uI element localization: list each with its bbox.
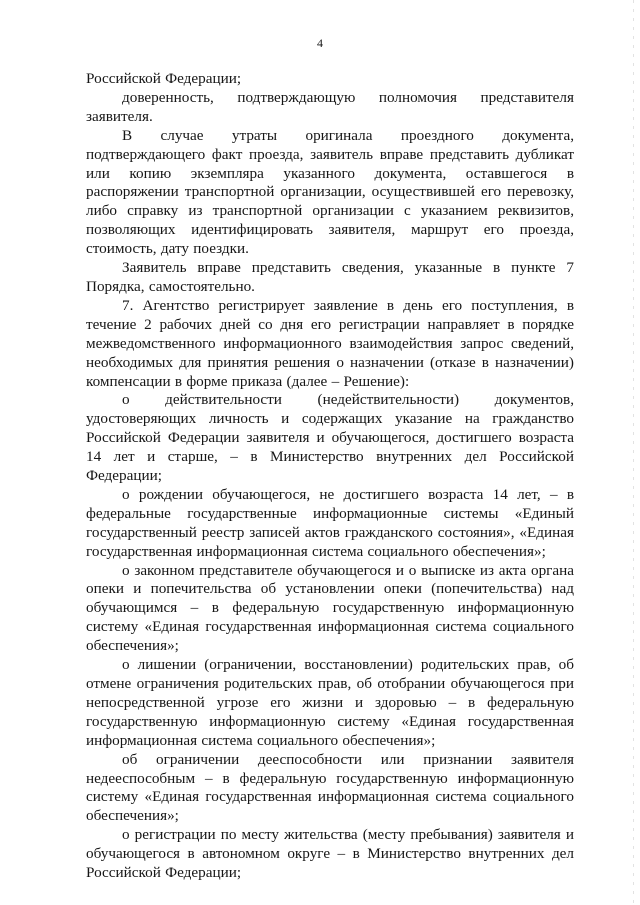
- paragraph-lost-ticket: В случае утраты оригинала проездного документа, подтверждающего факт проезда, заявитель вправе представить дубликат или копию экземпляра указанного документа, оставшегося в распоряжении транспортной организации, осуществившей его перевозку, либо справку из транспортной организации с указанием реквизитов, позволяющих идентифицировать заявителя, маршрут его проезда, стоимость, дату поездки.: [86, 126, 574, 258]
- paragraph-power-of-attorney: доверенность, подтверждающую полномочия представителя заявителя.: [86, 88, 574, 125]
- paragraph-parental-rights: о лишении (ограничении, восстановлении) родительских прав, об отмене ограничения родительских прав, об отобрании обучающегося при непосредственной угрозе его жизни и здоровью – в федеральную государственную информационную систему «Единая государственная информационная система социального обеспечения»;: [86, 656, 574, 749]
- paragraph-applicant-right: Заявитель вправе представить сведения, указанные в пункте 7 Порядка, самостоятельно.: [86, 259, 574, 295]
- paragraph-identity-documents: о действительности (недействительности) документов, удостоверяющих личность и содержащих указание на гражданство Российской Федерации заявителя и обучающегося, достигшего возраста 14 лет и старше, – в Министерство внутренних дел Российской Федерации;: [86, 391, 574, 485]
- paragraph-continuation: Российской Федерации;: [86, 70, 242, 87]
- paragraph-legal-representative: о законном представителе обучающегося и о выписке из акта органа опеки и попечительства об установлении опеки (попечительства) над обучающимся – в федеральную государственную информационную систему «Единая государственная информационная система социального обеспечения»;: [86, 561, 574, 655]
- paragraph-birth-record: о рождении обучающегося, не достигшего возраста 14 лет, – в федеральные государственные информационные системы «Единый государственный реестр записей актов гражданского состояния», «Единая государственная информационная система социального обеспечения»;: [86, 485, 574, 560]
- scan-edge-artifact: [633, 0, 634, 905]
- paragraph-legal-capacity: об ограничении дееспособности или признании заявителя недееспособным – в федеральную государственную информационную систему «Единая государственная информационная система социального обеспечения»;: [86, 750, 574, 825]
- document-body: [86, 70, 574, 883]
- paragraph-item-7: 7. Агентство регистрирует заявление в день его поступления, в течение 2 рабочих дней со дня его регистрации направляет в порядке межведомственного информационного взаимодействия запрос сведений, необходимых для принятия решения о назначении (отказе в назначении) компенсации в форме приказа (далее – Решение):: [86, 296, 574, 390]
- paragraph-residence-registration: о регистрации по месту жительства (месту пребывания) заявителя и обучающегося в автономном округе – в Министерство внутренних дел Российской Федерации;: [86, 826, 574, 882]
- page-number: 4: [317, 36, 323, 50]
